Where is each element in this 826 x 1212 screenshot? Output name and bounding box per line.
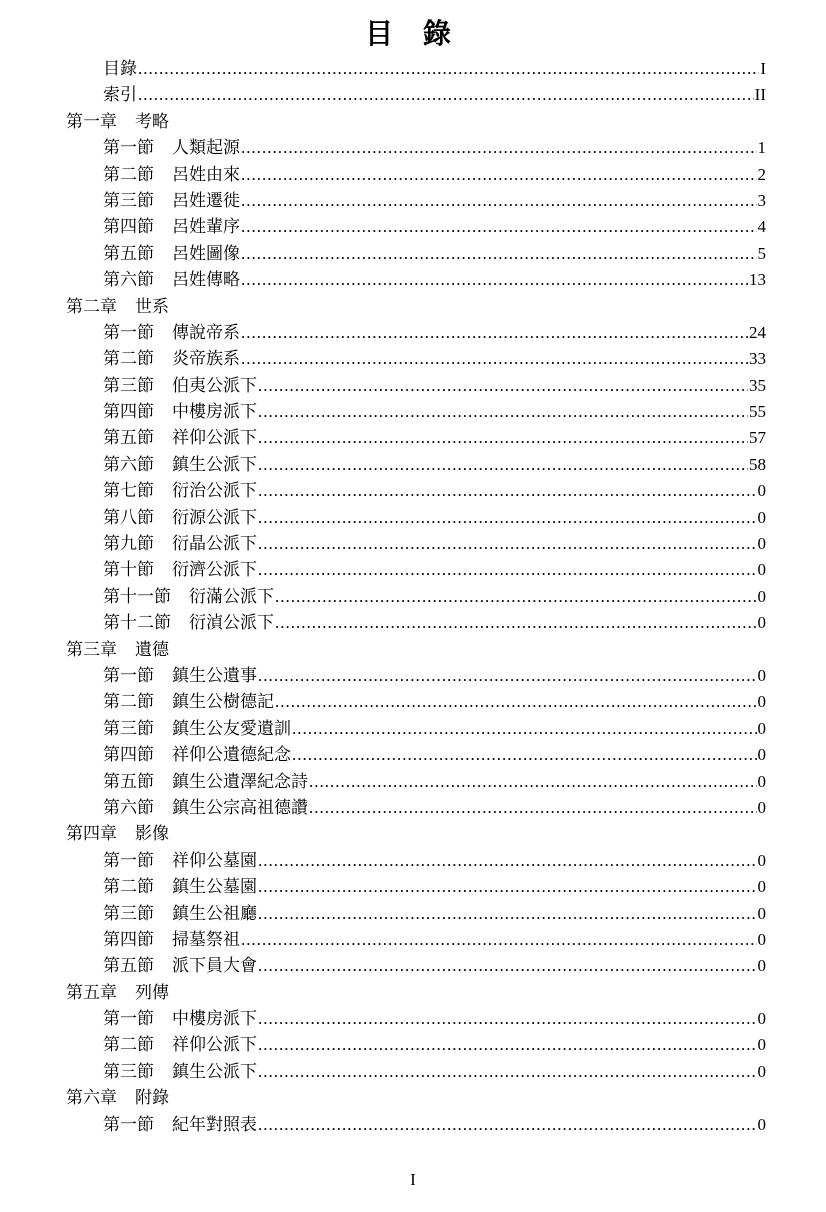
toc-section[interactable]: [66, 214, 766, 240]
toc-section-label: [103, 1006, 257, 1032]
dot-leader: [258, 1032, 757, 1058]
section-number: 第二節: [103, 1035, 154, 1056]
section-title: 人類起源: [172, 138, 240, 159]
page-ref: 55: [749, 402, 766, 422]
toc-section-label: [103, 320, 240, 346]
page-ref: 33: [749, 349, 766, 369]
dot-leader: [241, 267, 748, 293]
toc-section[interactable]: [66, 610, 766, 636]
page-ref: 0: [757, 877, 766, 897]
toc-front-entry-label: [103, 82, 137, 108]
toc-section[interactable]: [66, 373, 766, 399]
toc-section[interactable]: [66, 425, 766, 451]
dot-leader: [258, 1059, 757, 1085]
section-title: 呂姓傳略: [172, 270, 240, 291]
section-title: 掃墓祭祖: [172, 929, 240, 950]
chapter-title: 附錄: [135, 1088, 169, 1109]
section-title: 鎮生公樹德記: [172, 692, 274, 713]
dot-leader: [258, 663, 757, 689]
page-ref: 58: [749, 454, 766, 474]
chapter-number: 第三章: [66, 639, 117, 660]
dot-leader: [258, 557, 757, 583]
dot-leader: [292, 742, 757, 768]
dot-leader: [275, 689, 757, 715]
toc-section-label: [103, 452, 257, 478]
toc-chapter-label: [66, 1085, 169, 1111]
dot-leader: [258, 531, 757, 557]
entry-title: 目錄: [103, 59, 137, 79]
toc-section[interactable]: [66, 1112, 766, 1138]
section-title: 鎮生公宗高祖德讚: [172, 797, 308, 818]
section-title: 衍源公派下: [172, 507, 257, 528]
dot-leader: [258, 425, 748, 451]
dot-leader: [309, 769, 757, 795]
section-title: 衍治公派下: [172, 481, 257, 502]
toc-section[interactable]: [66, 901, 766, 927]
page-ref: 0: [757, 1114, 766, 1134]
section-number: 第五節: [103, 243, 154, 264]
toc-section[interactable]: [66, 927, 766, 953]
section-title: 衍湞公派下: [189, 613, 274, 634]
section-title: 祥仰公派下: [172, 428, 257, 449]
toc-section[interactable]: [66, 848, 766, 874]
chapter-number: 第五章: [66, 982, 117, 1003]
section-number: 第五節: [103, 956, 154, 977]
toc-section-label: [103, 742, 291, 768]
toc-section[interactable]: [66, 1059, 766, 1085]
page-number: I: [410, 1170, 416, 1189]
chapter-number: 第一章: [66, 111, 117, 132]
dot-leader: [241, 927, 757, 953]
chapter-title: 列傳: [135, 982, 169, 1003]
toc-section-label: [103, 848, 257, 874]
page-ref: 0: [757, 850, 766, 870]
toc-chapter[interactable]: [66, 980, 766, 1006]
page-ref: 2: [757, 164, 766, 184]
toc-section-label: [103, 135, 240, 161]
section-number: 第四節: [103, 402, 154, 423]
chapter-title: 遺德: [135, 639, 169, 660]
section-number: 第八節: [103, 507, 154, 528]
toc-section-label: [103, 557, 257, 583]
dot-leader: [258, 373, 748, 399]
toc-section[interactable]: [66, 742, 766, 768]
toc-section-label: [103, 241, 240, 267]
toc-section[interactable]: [66, 188, 766, 214]
section-number: 第二節: [103, 877, 154, 898]
page-ref: 5: [757, 243, 766, 263]
section-number: 第四節: [103, 217, 154, 238]
page-title: 目 錄: [365, 17, 461, 50]
toc-section[interactable]: [66, 267, 766, 293]
dot-leader: [275, 610, 757, 636]
section-number: 第一節: [103, 1009, 154, 1030]
dot-leader: [241, 346, 748, 372]
section-title: 祥仰公遺德紀念: [172, 745, 291, 766]
section-number: 第三節: [103, 375, 154, 396]
chapter-title: 影像: [135, 824, 169, 845]
section-number: 第三節: [103, 190, 154, 211]
section-title: 傳說帝系: [172, 322, 240, 343]
toc-section[interactable]: [66, 769, 766, 795]
toc-section-label: [103, 399, 257, 425]
page-ref: 0: [757, 665, 766, 685]
section-number: 第一節: [103, 665, 154, 686]
page-ref: 0: [757, 956, 766, 976]
section-number: 第五節: [103, 771, 154, 792]
page-ref: 0: [757, 1061, 766, 1081]
toc-chapter[interactable]: [66, 109, 766, 135]
toc-section[interactable]: [66, 135, 766, 161]
page-ref: 35: [749, 375, 766, 395]
section-title: 鎮生公墓園: [172, 877, 257, 898]
dot-leader: [258, 874, 757, 900]
toc-section[interactable]: [66, 320, 766, 346]
toc-chapter-label: [66, 109, 169, 135]
section-title: 鎮生公友愛遺訓: [172, 718, 291, 739]
toc-chapter-label: [66, 294, 169, 320]
toc-section-label: [103, 346, 240, 372]
section-title: 鎮生公遺澤紀念詩: [172, 771, 308, 792]
toc-section-label: [103, 373, 257, 399]
dot-leader: [258, 1006, 757, 1032]
toc-section[interactable]: [66, 478, 766, 504]
page-ref: 0: [757, 613, 766, 633]
section-number: 第三節: [103, 718, 154, 739]
page-ref: 13: [749, 270, 766, 290]
section-title: 鎮生公派下: [172, 1061, 257, 1082]
section-title: 伯夷公派下: [172, 375, 257, 396]
toc-section[interactable]: [66, 795, 766, 821]
toc-section[interactable]: [66, 584, 766, 610]
section-title: 中樓房派下: [172, 1009, 257, 1030]
section-number: 第二節: [103, 164, 154, 185]
toc-section-label: [103, 1059, 257, 1085]
toc-chapter[interactable]: [66, 821, 766, 847]
section-number: 第十節: [103, 560, 154, 581]
chapter-title: 考略: [135, 111, 169, 132]
section-number: 第六節: [103, 454, 154, 475]
toc-section[interactable]: [66, 452, 766, 478]
toc-front-entry[interactable]: [66, 82, 766, 108]
page-ref: 57: [749, 428, 766, 448]
toc-section[interactable]: [66, 874, 766, 900]
chapter-number: 第六章: [66, 1088, 117, 1109]
section-number: 第六節: [103, 270, 154, 291]
toc-section[interactable]: [66, 953, 766, 979]
toc-section[interactable]: [66, 689, 766, 715]
toc-front-entry[interactable]: [66, 56, 766, 82]
toc-chapter[interactable]: [66, 294, 766, 320]
section-title: 呂姓輩序: [172, 217, 240, 238]
section-title: 祥仰公派下: [172, 1035, 257, 1056]
toc-section[interactable]: [66, 346, 766, 372]
dot-leader: [138, 56, 759, 82]
dot-leader: [241, 214, 757, 240]
page-ref: 3: [757, 190, 766, 210]
toc-section-label: [103, 610, 274, 636]
toc-section-label: [103, 874, 257, 900]
toc-section-label: [103, 663, 257, 689]
page-ref: 0: [757, 586, 766, 606]
section-title: 鎮生公派下: [172, 454, 257, 475]
dot-leader: [258, 399, 748, 425]
dot-leader: [258, 452, 748, 478]
toc-front-entry-label: [103, 56, 137, 82]
section-title: 鎮生公祖廳: [172, 903, 257, 924]
chapter-title: 世系: [135, 296, 169, 317]
section-title: 炎帝族系: [172, 349, 240, 370]
page-ref: 0: [757, 534, 766, 554]
toc-section-label: [103, 953, 257, 979]
toc-section-label: [103, 425, 257, 451]
toc-section[interactable]: [66, 241, 766, 267]
section-number: 第五節: [103, 428, 154, 449]
toc-section-label: [103, 689, 274, 715]
dot-leader: [292, 716, 757, 742]
toc-section-label: [103, 1032, 257, 1058]
page-ref: 4: [757, 217, 766, 237]
section-number: 第三節: [103, 1061, 154, 1082]
dot-leader: [258, 848, 757, 874]
page-ref: I: [760, 59, 766, 78]
section-number: 第十一節: [103, 586, 171, 607]
section-number: 第一節: [103, 322, 154, 343]
dot-leader: [275, 584, 757, 610]
page-ref: 0: [757, 929, 766, 949]
dot-leader: [258, 505, 757, 531]
section-title: 呂姓遷徙: [172, 190, 240, 211]
section-number: 第十二節: [103, 613, 171, 634]
page-ref: 0: [757, 903, 766, 923]
dot-leader: [241, 162, 757, 188]
dot-leader: [258, 953, 757, 979]
dot-leader: [138, 82, 754, 108]
toc-section[interactable]: [66, 162, 766, 188]
toc-section[interactable]: [66, 505, 766, 531]
toc-section[interactable]: [66, 399, 766, 425]
section-number: 第九節: [103, 534, 154, 555]
toc-section-label: [103, 505, 257, 531]
section-number: 第二節: [103, 349, 154, 370]
toc-chapter[interactable]: [66, 637, 766, 663]
page-ref: 0: [757, 718, 766, 738]
chapter-number: 第四章: [66, 824, 117, 845]
dot-leader: [241, 320, 748, 346]
toc-section-label: [103, 1112, 257, 1138]
toc-section-label: [103, 531, 257, 557]
dot-leader: [258, 478, 757, 504]
section-title: 派下員大會: [172, 956, 257, 977]
toc-chapter-label: [66, 637, 169, 663]
page-ref: 0: [757, 1035, 766, 1055]
dot-leader: [241, 188, 757, 214]
section-number: 第四節: [103, 929, 154, 950]
toc-chapter-label: [66, 821, 169, 847]
page-ref: 0: [757, 481, 766, 501]
page-ref: 0: [757, 771, 766, 791]
section-number: 第一節: [103, 1114, 154, 1135]
table-of-contents: [66, 56, 766, 1138]
toc-section[interactable]: [66, 1032, 766, 1058]
toc-section-label: [103, 584, 274, 610]
dot-leader: [241, 135, 757, 161]
toc-chapter[interactable]: [66, 1085, 766, 1111]
section-title: 呂姓由來: [172, 164, 240, 185]
page-ref: 0: [757, 1009, 766, 1029]
section-title: 中樓房派下: [172, 402, 257, 423]
toc-section-label: [103, 716, 291, 742]
page-ref: 1: [757, 138, 766, 158]
chapter-number: 第二章: [66, 296, 117, 317]
section-title: 衍晶公派下: [172, 534, 257, 555]
page-ref: 0: [757, 560, 766, 580]
toc-section-label: [103, 267, 240, 293]
section-title: 呂姓圖像: [172, 243, 240, 264]
section-number: 第一節: [103, 850, 154, 871]
section-number: 第六節: [103, 797, 154, 818]
entry-title: 索引: [103, 85, 137, 106]
dot-leader: [258, 1112, 757, 1138]
toc-section-label: [103, 188, 240, 214]
toc-section[interactable]: [66, 557, 766, 583]
section-title: 紀年對照表: [172, 1114, 257, 1135]
section-number: 第七節: [103, 481, 154, 502]
page-ref: 24: [749, 322, 766, 342]
toc-chapter-label: [66, 980, 169, 1006]
section-title: 衍濟公派下: [172, 560, 257, 581]
page-ref: 0: [757, 745, 766, 765]
page-ref: 0: [757, 692, 766, 712]
toc-section[interactable]: [66, 531, 766, 557]
section-number: 第三節: [103, 903, 154, 924]
toc-section[interactable]: [66, 716, 766, 742]
section-title: 鎮生公遺事: [172, 665, 257, 686]
section-title: 衍滿公派下: [189, 586, 274, 607]
toc-section-label: [103, 214, 240, 240]
section-number: 第四節: [103, 745, 154, 766]
page-ref: II: [754, 85, 766, 105]
toc-section-label: [103, 769, 308, 795]
page-ref: 0: [757, 507, 766, 527]
toc-section-label: [103, 478, 257, 504]
section-number: 第二節: [103, 692, 154, 713]
section-number: 第一節: [103, 138, 154, 159]
dot-leader: [241, 241, 757, 267]
toc-section-label: [103, 901, 257, 927]
toc-section[interactable]: [66, 1006, 766, 1032]
dot-leader: [309, 795, 757, 821]
toc-section[interactable]: [66, 663, 766, 689]
page-ref: 0: [757, 797, 766, 817]
dot-leader: [258, 901, 757, 927]
section-title: 祥仰公墓園: [172, 850, 257, 871]
toc-section-label: [103, 162, 240, 188]
toc-section-label: [103, 795, 308, 821]
toc-section-label: [103, 927, 240, 953]
